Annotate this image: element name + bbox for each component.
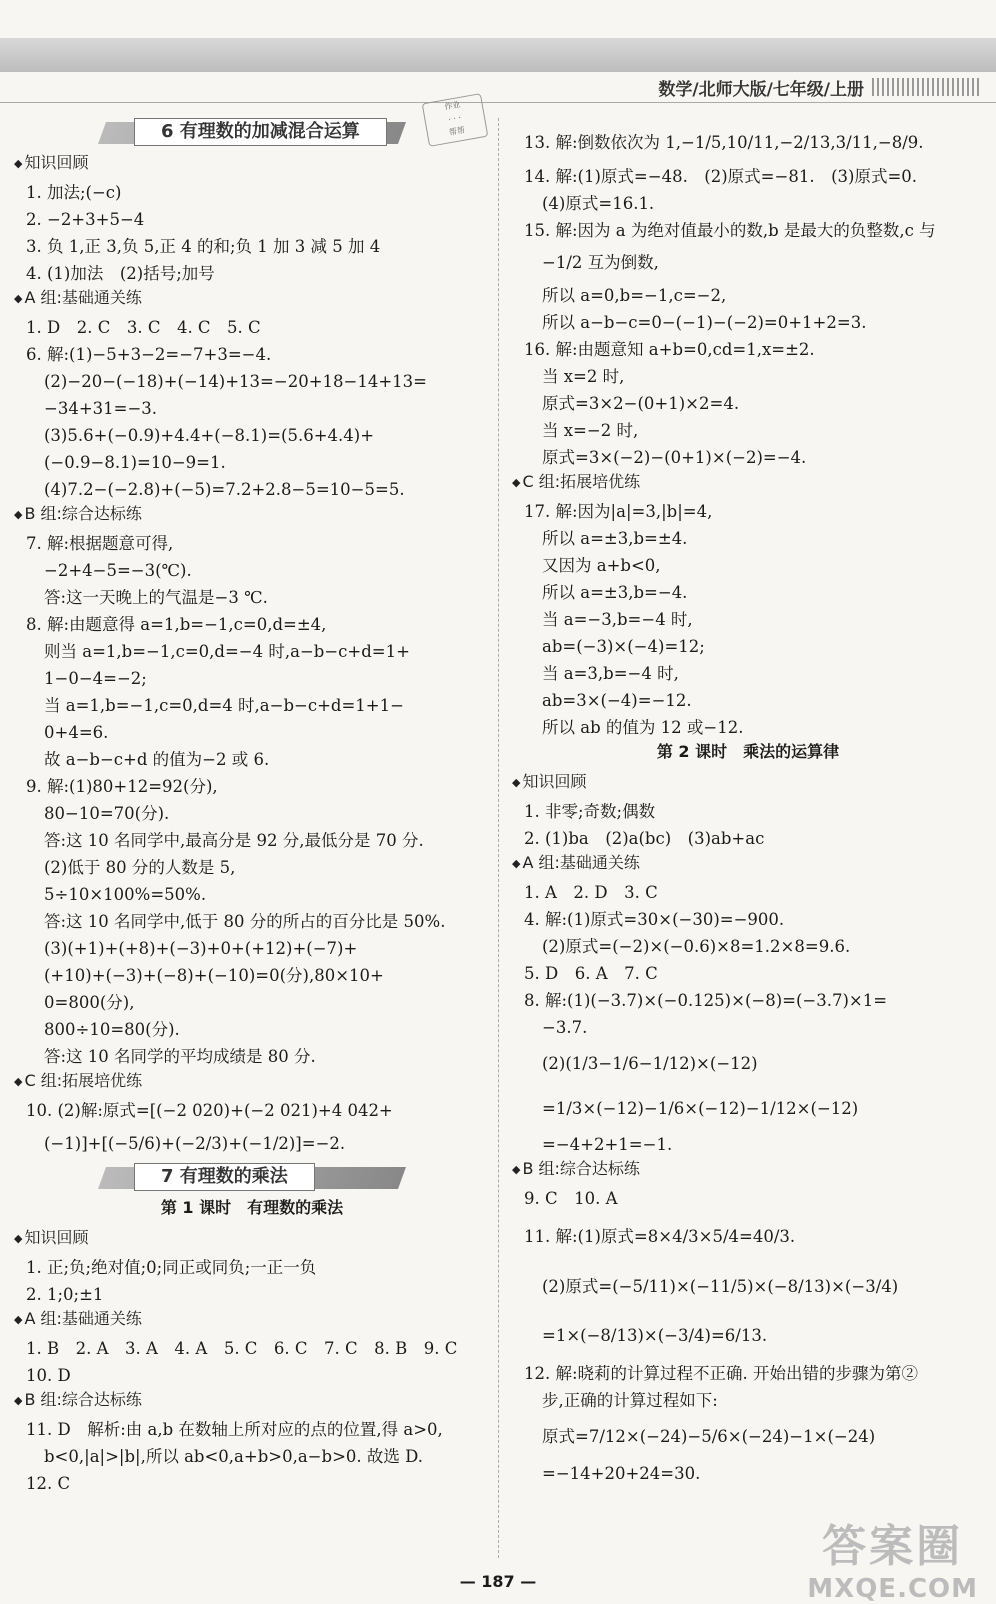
answer-line: 则当 a=1,b=−1,c=0,d=−4 时,a−b−c+d=1+ <box>44 641 410 661</box>
subsection-heading: ◆ 知识回顾 <box>14 1228 88 1250</box>
subsection-heading: ◆ B 组:综合达标练 <box>14 504 142 526</box>
answer-line: 8. 解:(1)(−3.7)×(−0.125)×(−8)=(−3.7)×1= <box>524 990 888 1010</box>
answer-line: 10. (2)解:原式=[(−2 020)+(−2 021)+4 042+ <box>26 1100 393 1120</box>
answer-line: (−1)]+[(−5/6)+(−2/3)+(−1/2)]=−2. <box>44 1134 346 1153</box>
running-header <box>658 73 982 101</box>
answer-line: (3)(+1)+(+8)+(−3)+0+(+12)+(−7)+ <box>44 938 358 958</box>
answer-line: 3. 负 1,正 3,负 5,正 4 的和;负 1 加 3 减 5 加 4 <box>26 236 381 256</box>
answer-line: 原式=7/12×(−24)−5/6×(−24)−1×(−24) <box>542 1427 876 1446</box>
answer-line: 0=800(分), <box>44 992 135 1012</box>
answer-line: 原式=3×2−(0+1)×2=4. <box>542 393 740 413</box>
answer-line: 80−10=70(分). <box>44 803 170 823</box>
answer-line: 5. D 6. A 7. C <box>524 963 658 983</box>
answer-line: 8. 解:由题意得 a=1,b=−1,c=0,d=±4, <box>26 614 327 634</box>
section-title <box>102 1163 402 1191</box>
answer-line: (−0.9−8.1)=10−9=1. <box>44 452 226 472</box>
answer-line: 步,正确的计算过程如下: <box>542 1390 718 1410</box>
answer-line: 当 x=−2 时, <box>542 420 639 440</box>
answer-line: 1. B 2. A 3. A 4. A 5. C 6. C 7. C 8. B 9. C <box>26 1338 458 1358</box>
answer-line: 11. D 解析:由 a,b 在数轴上所对应的点的位置,得 a>0, <box>26 1419 443 1439</box>
section-title-text: 6 有理数的加减混合运算 <box>134 118 387 146</box>
section-title-text: 7 有理数的乘法 <box>134 1163 315 1191</box>
answer-line: b<0,|a|>|b|,所以 ab<0,a+b>0,a−b>0. 故选 D. <box>44 1446 424 1466</box>
answer-line: =−14+20+24=30. <box>542 1463 701 1483</box>
watermark-line2: MXQE.COM <box>807 1574 978 1604</box>
answer-line: 答:这一天晚上的气温是−3 ℃. <box>44 587 268 607</box>
answer-line: 当 a=−3,b=−4 时, <box>542 609 693 629</box>
answer-line: 1. A 2. D 3. C <box>524 882 658 902</box>
answer-line: 15. 解:因为 a 为绝对值最小的数,b 是最大的负整数,c 与 <box>524 220 936 240</box>
stamp-logo: 作业 · · · 帮帮 <box>422 93 489 147</box>
watermark <box>807 1510 978 1604</box>
answer-line: 1. 加法;(−c) <box>26 182 122 202</box>
answer-line: 所以 a=0,b=−1,c=−2, <box>542 285 727 305</box>
answer-line: 11. 解:(1)原式=8×4/3×5/4=40/3. <box>524 1227 796 1246</box>
answer-line: =1/3×(−12)−1/6×(−12)−1/12×(−12) <box>542 1099 859 1118</box>
answer-line: ab=(−3)×(−4)=12; <box>542 636 705 656</box>
header-dot-pattern <box>872 78 982 96</box>
answer-line: (3)5.6+(−0.9)+4.4+(−8.1)=(5.6+4.4)+ <box>44 425 375 445</box>
answer-line: 当 a=1,b=−1,c=0,d=4 时,a−b−c+d=1+1− <box>44 695 404 715</box>
answer-line: 1−0−4=−2; <box>44 668 147 688</box>
answer-line: 4. 解:(1)原式=30×(−30)=−900. <box>524 909 785 929</box>
answer-line: 答:这 10 名同学中,低于 80 分的所占的百分比是 50%. <box>44 911 446 931</box>
answer-line: 答:这 10 名同学的平均成绩是 80 分. <box>44 1046 316 1066</box>
answer-line: 6. 解:(1)−5+3−2=−7+3=−4. <box>26 344 272 364</box>
answer-line: 7. 解:根据题意可得, <box>26 533 174 553</box>
lesson-title: 第 2 课时 乘法的运算律 <box>656 742 840 761</box>
answer-line: 所以 a=±3,b=−4. <box>542 582 688 602</box>
subsection-heading: ◆ A 组:基础通关练 <box>512 853 640 875</box>
answer-line: 1. D 2. C 3. C 4. C 5. C <box>26 317 261 337</box>
section-title <box>102 118 402 146</box>
answer-line: 9. 解:(1)80+12=92(分), <box>26 776 218 796</box>
subsection-heading: ◆ C 组:拓展培优练 <box>512 472 640 494</box>
subsection-heading: ◆ 知识回顾 <box>512 772 586 794</box>
answer-line: 16. 解:由题意知 a+b=0,cd=1,x=±2. <box>524 339 815 359</box>
answer-line: 9. C 10. A <box>524 1188 618 1208</box>
answer-line: −34+31=−3. <box>44 398 158 418</box>
subsection-heading: ◆ B 组:综合达标练 <box>14 1390 142 1412</box>
answer-line: 0+4=6. <box>44 722 109 742</box>
answer-line: 2. 1;0;±1 <box>26 1284 104 1304</box>
answer-line: 1. 正;负;绝对值;0;同正或同负;一正一负 <box>26 1257 317 1277</box>
subsection-heading: ◆ A 组:基础通关练 <box>14 1309 142 1331</box>
answer-line: =−4+2+1=−1. <box>542 1134 673 1154</box>
answer-line: (2)原式=(−2)×(−0.6)×8=1.2×8=9.6. <box>542 936 851 956</box>
subsection-heading: ◆ B 组:综合达标练 <box>512 1159 640 1181</box>
answer-line: 当 x=2 时, <box>542 366 625 386</box>
answer-line: =1×(−8/13)×(−3/4)=6/13. <box>542 1326 768 1345</box>
answer-line: 1. 非零;奇数;偶数 <box>524 801 656 821</box>
answer-line: 10. D <box>26 1365 71 1385</box>
answer-line: −1/2 互为倒数, <box>542 253 659 272</box>
answer-line: 5÷10×100%=50%. <box>44 884 207 904</box>
page-number: — 187 — <box>459 1572 537 1591</box>
answer-line: (4)7.2−(−2.8)+(−5)=7.2+2.8−5=10−5=5. <box>44 479 405 499</box>
answer-line: 所以 a=±3,b=±4. <box>542 528 688 548</box>
running-header-title: 数学/北师大版/七年级/上册 <box>658 79 864 100</box>
answer-line: 答:这 10 名同学中,最高分是 92 分,最低分是 70 分. <box>44 830 424 850</box>
answer-line: (2)−20−(−18)+(−14)+13=−20+18−14+13= <box>44 371 427 391</box>
answer-line: 故 a−b−c+d 的值为−2 或 6. <box>44 749 270 769</box>
answer-line: (2)(1/3−1/6−1/12)×(−12) <box>542 1054 758 1073</box>
answer-line: −3.7. <box>542 1017 588 1037</box>
answer-line: (2)低于 80 分的人数是 5, <box>44 857 236 877</box>
answer-line: 14. 解:(1)原式=−48. (2)原式=−81. (3)原式=0. <box>524 166 918 186</box>
answer-line: (4)原式=16.1. <box>542 193 655 213</box>
answer-line: 12. 解:晓莉的计算过程不正确. 开始出错的步骤为第② <box>524 1363 919 1383</box>
answer-line: 4. (1)加法 (2)括号;加号 <box>26 263 215 283</box>
answer-line: 又因为 a+b<0, <box>542 555 661 575</box>
answer-line: 2. (1)ba (2)a(bc) (3)ab+ac <box>524 828 765 848</box>
answer-line: 2. −2+3+5−4 <box>26 209 145 229</box>
header-rule <box>0 102 996 103</box>
answer-line: (2)原式=(−5/11)×(−11/5)×(−8/13)×(−3/4) <box>542 1277 899 1296</box>
top-band <box>0 38 996 72</box>
subsection-heading: ◆ A 组:基础通关练 <box>14 288 142 310</box>
answer-line: ab=3×(−4)=−12. <box>542 690 692 710</box>
answer-line: 13. 解:倒数依次为 1,−1/5,10/11,−2/13,3/11,−8/9. <box>524 133 924 152</box>
answer-line: 当 a=3,b=−4 时, <box>542 663 679 683</box>
answer-line: 17. 解:因为|a|=3,|b|=4, <box>524 501 713 521</box>
answer-line: 原式=3×(−2)−(0+1)×(−2)=−4. <box>542 447 807 467</box>
subsection-heading: ◆ 知识回顾 <box>14 153 88 175</box>
lesson-title: 第 1 课时 有理数的乘法 <box>160 1198 344 1217</box>
answer-line: 所以 a−b−c=0−(−1)−(−2)=0+1+2=3. <box>542 312 867 332</box>
watermark-line1: 答案圈 <box>822 1521 964 1572</box>
answer-line: 12. C <box>26 1473 71 1493</box>
answer-line: 所以 ab 的值为 12 或−12. <box>542 717 744 737</box>
subsection-heading: ◆ C 组:拓展培优练 <box>14 1071 142 1093</box>
answer-line: (+10)+(−3)+(−8)+(−10)=0(分),80×10+ <box>44 965 384 985</box>
column-divider <box>498 118 499 1558</box>
answer-line: 800÷10=80(分). <box>44 1019 180 1039</box>
answer-line: −2+4−5=−3(℃). <box>44 560 192 580</box>
